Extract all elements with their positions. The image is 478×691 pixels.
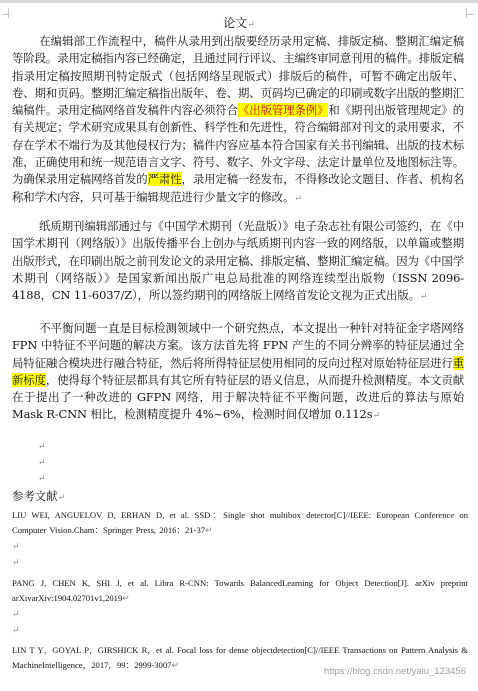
empty-paragraph-mark: ↵	[38, 474, 46, 484]
empty-paragraph-mark: ↵	[12, 610, 20, 620]
references-heading-text: 参考文献	[12, 489, 58, 503]
p1-text-a: 在编辑部工作流程中，稿件从录用到出版要经历录用定稿、排版定稿、整期汇编定稿等阶段。录用定稿指内容已经确定，且通过同行评议、主编终审同意刊用的稿件。排版定稿指录用定稿按照期刊特定版式（包括网络呈现版式）排版后的稿件，可暂不确定出版年、卷、期和页码。整期汇编定稿指出版年、卷、期、页码均已确定的印刷或数字出版的整期汇编稿件。录用定稿网络首发稿件内容必须符合	[12, 34, 464, 118]
corner-mark-left-h	[2, 14, 10, 15]
references-heading	[12, 489, 65, 506]
ruler-bar	[0, 0, 478, 3]
csdn-watermark: https://blog.csdn.net/yalu_123456	[323, 666, 466, 677]
paragraph-mark: ↵	[247, 20, 255, 30]
p1-text-b: 和《期刊出版管理规定》的有关规定；学术研究成果具有创新性、科学性和先进性，符合编辑部对刊文的录用要求，不存在学术不端行为及其他侵权行为；稿件内容应基本符合国家有关书刊编辑、出版的技术标准，正确使用和统一规范语言文字、符号、数字、外文字母、法定计量单位及地图标注等。为确保录用定稿网络首发的	[12, 103, 464, 187]
empty-paragraph-mark: ↵	[38, 442, 46, 452]
p3-text-b: ，使得每个特征层都具有其它所有特征层的语义信息，从而提升检测精度。本文贡献在于提出了一种改进的 GFPN 网络，用于解决特征不平衡问题，改进后的算法与原始 Mask R-CNN 相比，检测精度提升 4%~6%，检测时间仅增加 0.112s	[12, 372, 464, 422]
corner-mark-right-h	[466, 14, 474, 15]
paragraph-mark: ↵	[122, 593, 130, 603]
paragraph-mark: ↵	[57, 493, 66, 503]
reference-text: LIN T Y，GOYAL P，GIRSHICK R，et al. Focal loss for dense objectdetection[C]//IEEE Transactions on Pattern Analysis & MachineIntelligence，2017，99：2999-3007	[12, 645, 468, 670]
reference-text: PANG J, CHEN K, SHI J, et al. Libra R-CNN: Towards BalancedLearning for Object Detection[J]. arXiv preprint arXivarXiv:1904.02701v1,2019	[12, 578, 468, 603]
document-title	[0, 16, 478, 33]
empty-paragraph-mark: ↵	[12, 626, 20, 636]
empty-paragraph-mark: ↵	[38, 458, 46, 468]
paragraph-mark: ↵	[171, 660, 179, 670]
paragraph-3[interactable]	[12, 320, 464, 426]
empty-paragraph-mark: ↵	[12, 542, 20, 552]
reference-text: LIU WEI, ANGUELOV D, ERHAN D, et al. SSD：Single shot multibox detector[C]//IEEE: European Conference on Computer Vision.Cham：Springer Press, 2016：21-37	[12, 510, 468, 535]
paragraph-mark: ↵	[205, 525, 213, 535]
reference-item-2[interactable]	[12, 576, 468, 606]
p3-text-a: 不平衡问题一直是目标检测领域中一个研究热点，本文提出一种针对特征金字塔网络 FPN 中特征不平问题的解决方案。该方法首先将 FPN 产生的不同分辨率的特征层通过全局特征融合模块进行融合特征，然后将所得特征层使用相同的反向过程对原始特征层进行	[12, 321, 464, 370]
empty-paragraph-mark: ↵	[12, 558, 20, 568]
title-text: 论文	[223, 16, 248, 30]
paragraph-mark: ↵	[372, 411, 380, 422]
highlight-rescale: 重新标度	[12, 355, 464, 387]
p2-text: 纸质期刊编辑部通过与《中国学术期刊（光盘版）》电子杂志社有限公司签约，在《中国学术期刊（网络版）》出版传播平台上创办与纸质期刊内容一致的网络版，以单篇或整期出版形式，在印刷出版之前刊发论文的录用定稿、排版定稿、整期汇编定稿。因为《中国学术期刊（网络版）》是国家新闻出版广电总局批准的网络连续型出版物（ISSN 2096-4188，CN 11-6037/Z），所以签约期刊的网络版上网络首发论文视为正式出版。	[12, 219, 464, 303]
paragraph-1[interactable]	[12, 33, 464, 208]
highlight-regulation: 《出版管理条例》	[238, 103, 329, 118]
highlight-seriousness: 严肃性	[147, 172, 182, 187]
paragraph-2[interactable]	[12, 218, 464, 306]
paragraph-mark: ↵	[419, 292, 428, 303]
p1-text-c: ，录用定稿一经发布，不得修改论文题目、作者、机构名称和学术内容，只可基于编辑规范进行少量文字的修改。	[12, 172, 464, 204]
paragraph-mark: ↵	[294, 193, 302, 204]
reference-item-1[interactable]	[12, 508, 468, 538]
